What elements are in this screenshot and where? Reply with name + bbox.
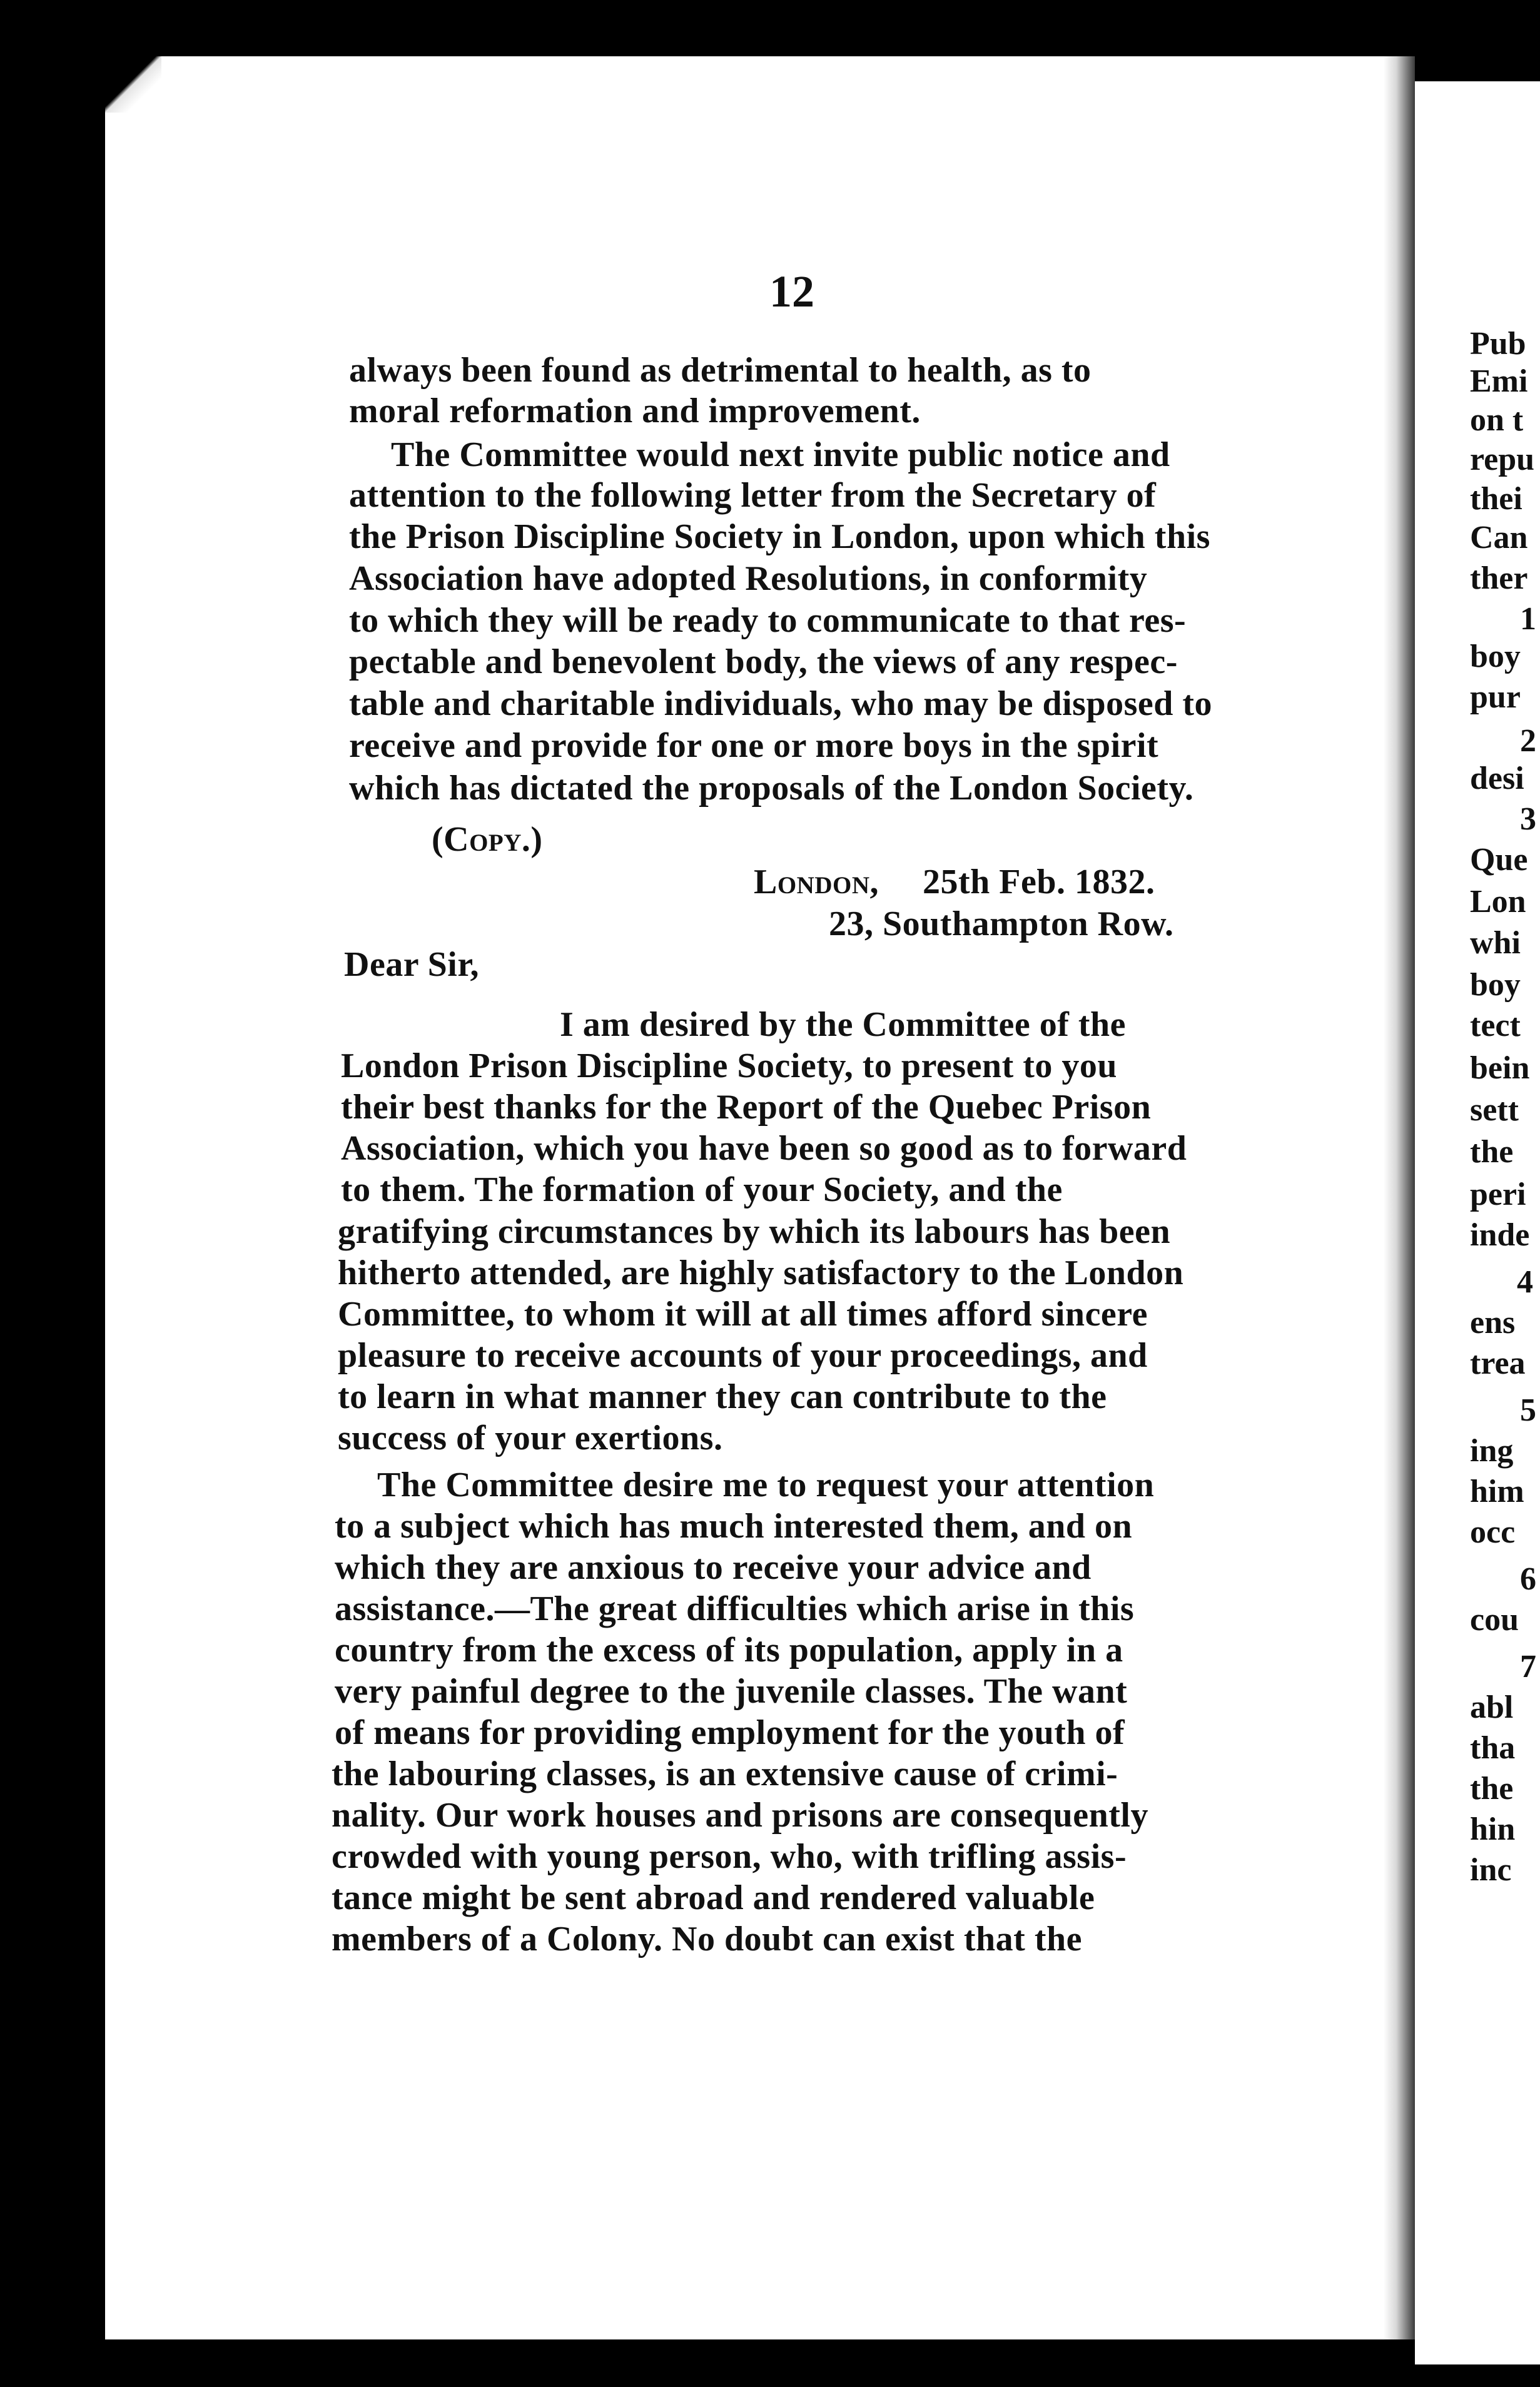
- letter-line: to a subject which has much interested them, and on: [335, 1507, 1133, 1546]
- next-page-fragment: 5: [1520, 1392, 1536, 1428]
- next-page-fragment: the: [1470, 1134, 1514, 1170]
- next-page-fragment: abl: [1470, 1690, 1514, 1725]
- letter-line: gratifying circumstances by which its labours has been: [338, 1212, 1171, 1251]
- next-page-fragment: boy: [1470, 639, 1521, 674]
- next-page-fragment: peri: [1470, 1177, 1526, 1212]
- next-page-fragment: 1: [1520, 601, 1536, 637]
- next-page-fragment: the: [1470, 1771, 1514, 1807]
- text-line: receive and provide for one or more boys in the spirit: [349, 726, 1159, 765]
- next-page-fragment: bein: [1470, 1050, 1530, 1086]
- text-line: attention to the following letter from the Secretary of: [349, 476, 1157, 515]
- next-page-fragment: Lon: [1470, 884, 1526, 920]
- letter-line: which they are anxious to receive your advice and: [335, 1548, 1092, 1587]
- text-line: always been found as detrimental to health, as to: [349, 351, 1092, 390]
- salutation: Dear Sir,: [344, 945, 480, 984]
- next-page-fragment: occ: [1470, 1514, 1516, 1550]
- next-page-fragment: 6: [1520, 1561, 1536, 1597]
- page-gutter: [1384, 56, 1415, 2339]
- next-page-fragment: 4: [1517, 1264, 1533, 1300]
- text-line: which has dictated the proposals of the London Society.: [349, 769, 1194, 808]
- page-number: 12: [769, 266, 814, 317]
- text-line: to which they will be ready to communicate to that res-: [349, 601, 1187, 640]
- letter-line: Committee, to whom it will at all times afford sincere: [338, 1295, 1148, 1334]
- copy-label: (Copy.): [432, 820, 543, 859]
- letter-line: nality. Our work houses and prisons are consequently: [332, 1796, 1148, 1835]
- next-page-fragment: Can: [1470, 520, 1528, 555]
- letter-line: very painful degree to the juvenile classes. The want: [335, 1672, 1128, 1711]
- text-line: The Committee would next invite public notice and: [391, 435, 1170, 474]
- next-page-fragment: Que: [1470, 842, 1528, 878]
- next-page-fragment: desi: [1470, 761, 1524, 796]
- letter-line: of means for providing employment for the youth of: [335, 1713, 1125, 1752]
- next-page-fragment: Emi: [1470, 363, 1528, 399]
- letter-line: the labouring classes, is an extensive cause of crimi-: [332, 1755, 1118, 1793]
- next-page-fragment: thei: [1470, 481, 1522, 517]
- text-line: the Prison Discipline Society in London, upon which this: [349, 517, 1210, 556]
- letter-line: tance might be sent abroad and rendered valuable: [332, 1878, 1095, 1917]
- next-page-fragment: 3: [1520, 801, 1536, 837]
- letter-line: crowded with young person, who, with trifling assis-: [332, 1837, 1127, 1876]
- text-line: pectable and benevolent body, the views of any respec-: [349, 642, 1178, 681]
- page-corner: [105, 56, 161, 113]
- next-page-fragment: ens: [1470, 1305, 1516, 1340]
- letter-line: success of your exertions.: [338, 1419, 723, 1457]
- next-page-fragment: tect: [1470, 1008, 1521, 1043]
- letter-line: hitherto attended, are highly satisfactory to the London: [338, 1254, 1184, 1292]
- letter-line: their best thanks for the Report of the Quebec Prison: [341, 1088, 1152, 1127]
- next-page-fragment: inde: [1470, 1217, 1530, 1253]
- letter-line: country from the excess of its population, apply in a: [335, 1631, 1123, 1670]
- next-page-fragment: tha: [1470, 1730, 1516, 1766]
- letter-line: pleasure to receive accounts of your proceedings, and: [338, 1336, 1148, 1375]
- letter-line: members of a Colony. No doubt can exist that the: [332, 1920, 1082, 1959]
- next-page-fragment: on t: [1470, 402, 1524, 438]
- letter-line: Association, which you have been so good as to forward: [341, 1129, 1187, 1168]
- text-line: moral reformation and improvement.: [349, 392, 921, 430]
- letter-line: to them. The formation of your Society, and the: [341, 1170, 1063, 1209]
- next-page-fragment: hin: [1470, 1812, 1516, 1847]
- text-line: table and charitable individuals, who may be disposed to: [349, 684, 1213, 723]
- letter-line: to learn in what manner they can contribute to the: [338, 1377, 1107, 1416]
- dateline-place: London,: [754, 863, 879, 901]
- letter-line: The Committee desire me to request your attention: [377, 1466, 1155, 1504]
- next-page-fragment: whi: [1470, 925, 1521, 961]
- next-page-fragment: Pub: [1470, 326, 1526, 362]
- letter-line: I am desired by the Committee of the: [560, 1005, 1127, 1044]
- next-page-fragment: pur: [1470, 679, 1521, 715]
- next-page-fragment: ing: [1470, 1433, 1514, 1469]
- next-page-fragment: boy: [1470, 967, 1521, 1003]
- next-page-fragment: trea: [1470, 1346, 1526, 1381]
- dateline-date: 25th Feb. 1832.: [923, 863, 1155, 901]
- next-page-fragment: 7: [1520, 1649, 1536, 1685]
- letter-line: assistance.—The great difficulties which arise in this: [335, 1589, 1135, 1628]
- next-page-fragment: 2: [1520, 723, 1536, 759]
- text-line: Association have adopted Resolutions, in conformity: [349, 559, 1148, 598]
- dateline-address: 23, Southampton Row.: [829, 905, 1174, 943]
- next-page-fragment: sett: [1470, 1092, 1519, 1128]
- next-page-fragment: cou: [1470, 1602, 1519, 1638]
- next-page-fragment: him: [1470, 1474, 1524, 1509]
- next-page-fragment: inc: [1470, 1852, 1512, 1888]
- next-page-fragment: repu: [1470, 442, 1535, 477]
- letter-line: London Prison Discipline Society, to present to you: [341, 1047, 1118, 1085]
- next-page-fragment: ther: [1470, 560, 1528, 596]
